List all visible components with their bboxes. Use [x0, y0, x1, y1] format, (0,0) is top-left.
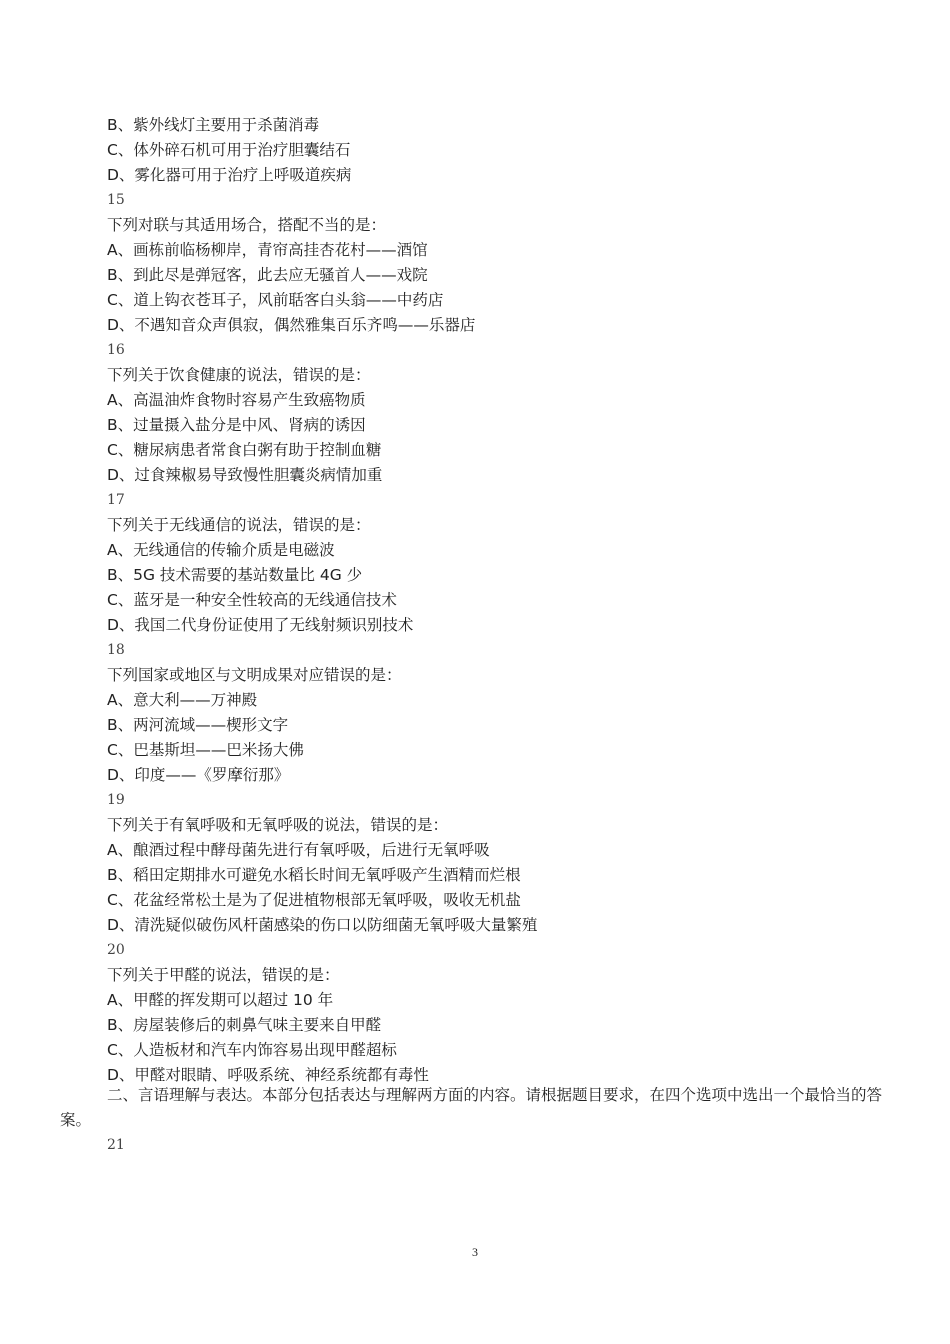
option-line: C、体外碎石机可用于治疗胆囊结石: [107, 141, 351, 159]
page-number: 3: [472, 1245, 478, 1259]
option-line: D、清洗疑似破伤风杆菌感染的伤口以防细菌无氧呼吸大量繁殖: [107, 916, 538, 934]
question-number: 18: [107, 642, 125, 658]
option-line: A、酿酒过程中酵母菌先进行有氧呼吸，后进行无氧呼吸: [107, 841, 490, 859]
option-line: D、印度——《罗摩衍那》: [107, 766, 290, 784]
question-stem: 下列对联与其适用场合，搭配不当的是：: [107, 216, 387, 234]
option-line: C、巴基斯坦——巴米扬大佛: [107, 741, 304, 759]
option-line: C、人造板材和汽车内饰容易出现甲醛超标: [107, 1041, 397, 1059]
question-stem: 下列关于饮食健康的说法，错误的是：: [107, 366, 371, 384]
option-line: A、高温油炸食物时容易产生致癌物质: [107, 391, 366, 409]
option-line: D、过食辣椒易导致慢性胆囊炎病情加重: [107, 466, 383, 484]
option-line: B、到此尽是弹冠客，此去应无骚首人——戏院: [107, 266, 428, 284]
question-stem: 下列关于甲醛的说法，错误的是：: [107, 966, 340, 984]
question-stem: 下列国家或地区与文明成果对应错误的是：: [107, 666, 402, 684]
option-line: B、过量摄入盐分是中风、肾病的诱因: [107, 416, 366, 434]
option-line: B、5G 技术需要的基站数量比 4G 少: [107, 566, 363, 584]
option-line: B、稻田定期排水可避免水稻长时间无氧呼吸产生酒精而烂根: [107, 866, 521, 884]
question-number: 21: [107, 1137, 125, 1153]
option-line: C、蓝牙是一种安全性较高的无线通信技术: [107, 591, 397, 609]
option-line: C、道上钩衣苍耳子，风前聒客白头翁——中药店: [107, 291, 444, 309]
question-list: [107, 113, 897, 1088]
option-line: D、我国二代身份证使用了无线射频识别技术: [107, 616, 414, 634]
question-stem: 下列关于有氧呼吸和无氧呼吸的说法，错误的是：: [107, 816, 449, 834]
section-heading: 二、言语理解与表达。本部分包括表达与理解两方面的内容。请根据题目要求，在四个选项中选出一个最恰当的答案。: [60, 1086, 883, 1129]
option-line: B、两河流域——楔形文字: [107, 716, 289, 734]
option-line: C、花盆经常松土是为了促进植物根部无氧呼吸，吸收无机盐: [107, 891, 521, 909]
option-line: B、房屋装修后的刺鼻气味主要来自甲醛: [107, 1016, 382, 1034]
question-number: 20: [107, 942, 125, 958]
question-number: 16: [107, 342, 125, 358]
question-number: 15: [107, 192, 125, 208]
option-line: D、雾化器可用于治疗上呼吸道疾病: [107, 166, 352, 184]
option-line: A、画栋前临杨柳岸，青帘高挂杏花村——酒馆: [107, 241, 428, 259]
option-line: A、无线通信的传输介质是电磁波: [107, 541, 335, 559]
option-line: A、意大利——万神殿: [107, 691, 258, 709]
option-line: C、糖尿病患者常食白粥有助于控制血糖: [107, 441, 382, 459]
option-line: D、不遇知音众声俱寂，偶然雅集百乐齐鸣——乐器店: [107, 316, 476, 334]
option-line: A、甲醛的挥发期可以超过 10 年: [107, 991, 334, 1009]
question-number: 17: [107, 492, 125, 508]
question-number: 19: [107, 792, 125, 808]
question-stem: 下列关于无线通信的说法，错误的是：: [107, 516, 371, 534]
option-line: D、甲醛对眼睛、呼吸系统、神经系统都有毒性: [107, 1066, 429, 1084]
option-line: B、紫外线灯主要用于杀菌消毒: [107, 116, 320, 134]
